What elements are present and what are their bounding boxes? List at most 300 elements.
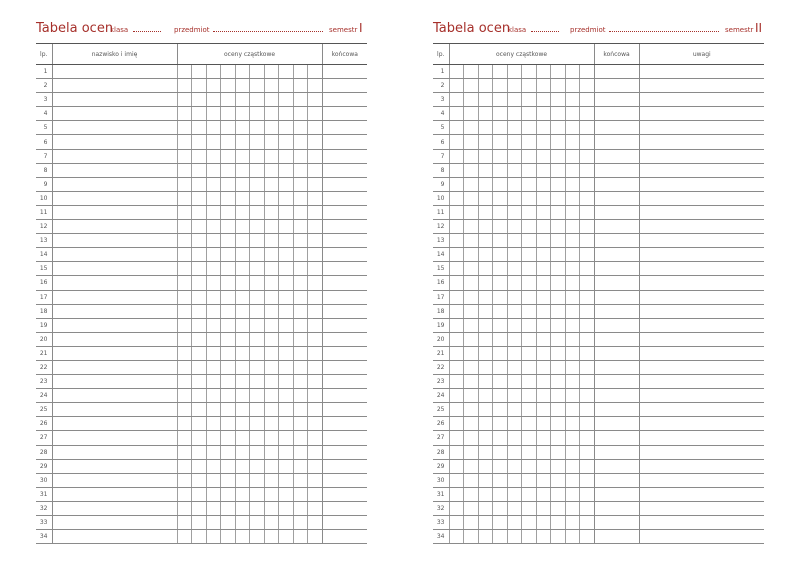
right-final-cell[interactable] — [594, 163, 639, 177]
right-grade-cell[interactable] — [580, 79, 595, 93]
left-grade-cell[interactable] — [308, 163, 323, 177]
right-grade-cell[interactable] — [507, 304, 522, 318]
right-grade-cell[interactable] — [551, 276, 566, 290]
left-grade-cell[interactable] — [250, 191, 265, 205]
left-grade-cell[interactable] — [279, 417, 294, 431]
left-final-cell[interactable] — [322, 107, 367, 121]
left-grade-cell[interactable] — [250, 318, 265, 332]
right-grade-cell[interactable] — [565, 79, 580, 93]
right-final-cell[interactable] — [594, 459, 639, 473]
left-grade-cell[interactable] — [221, 220, 236, 234]
right-grade-cell[interactable] — [536, 459, 551, 473]
right-grade-cell[interactable] — [551, 530, 566, 544]
left-grade-cell[interactable] — [293, 459, 308, 473]
right-grade-cell[interactable] — [536, 417, 551, 431]
left-grade-cell[interactable] — [279, 234, 294, 248]
right-notes-cell[interactable] — [639, 65, 764, 79]
left-grade-cell[interactable] — [264, 262, 279, 276]
left-grade-cell[interactable] — [192, 121, 207, 135]
left-grade-cell[interactable] — [293, 417, 308, 431]
left-grade-cell[interactable] — [279, 501, 294, 515]
left-grade-cell[interactable] — [293, 262, 308, 276]
right-grade-cell[interactable] — [478, 248, 493, 262]
right-grade-cell[interactable] — [507, 290, 522, 304]
left-grade-cell[interactable] — [279, 135, 294, 149]
left-final-cell[interactable] — [322, 516, 367, 530]
left-name-cell[interactable] — [52, 248, 177, 262]
left-name-cell[interactable] — [52, 135, 177, 149]
right-final-cell[interactable] — [594, 375, 639, 389]
left-final-cell[interactable] — [322, 473, 367, 487]
left-grade-cell[interactable] — [177, 304, 192, 318]
left-grade-cell[interactable] — [221, 205, 236, 219]
right-grade-cell[interactable] — [551, 163, 566, 177]
right-grade-cell[interactable] — [551, 191, 566, 205]
left-grade-cell[interactable] — [206, 389, 221, 403]
left-grade-cell[interactable] — [308, 304, 323, 318]
right-grade-cell[interactable] — [565, 93, 580, 107]
right-grade-cell[interactable] — [464, 107, 479, 121]
left-name-cell[interactable] — [52, 107, 177, 121]
left-final-cell[interactable] — [322, 149, 367, 163]
right-grade-cell[interactable] — [507, 516, 522, 530]
right-grade-cell[interactable] — [536, 121, 551, 135]
left-grade-cell[interactable] — [235, 501, 250, 515]
left-grade-cell[interactable] — [177, 516, 192, 530]
left-grade-cell[interactable] — [206, 360, 221, 374]
right-grade-cell[interactable] — [478, 121, 493, 135]
left-grade-cell[interactable] — [250, 248, 265, 262]
left-grade-cell[interactable] — [264, 149, 279, 163]
right-final-cell[interactable] — [594, 346, 639, 360]
left-grade-cell[interactable] — [221, 346, 236, 360]
left-grade-cell[interactable] — [264, 417, 279, 431]
right-grade-cell[interactable] — [493, 318, 508, 332]
left-grade-cell[interactable] — [279, 431, 294, 445]
right-grade-cell[interactable] — [565, 163, 580, 177]
left-grade-cell[interactable] — [264, 79, 279, 93]
left-grade-cell[interactable] — [221, 375, 236, 389]
right-final-cell[interactable] — [594, 191, 639, 205]
left-name-cell[interactable] — [52, 220, 177, 234]
right-grade-cell[interactable] — [565, 220, 580, 234]
left-grade-cell[interactable] — [221, 79, 236, 93]
right-grade-cell[interactable] — [478, 290, 493, 304]
left-grade-cell[interactable] — [308, 177, 323, 191]
right-grade-cell[interactable] — [580, 403, 595, 417]
right-grade-cell[interactable] — [536, 403, 551, 417]
left-grade-cell[interactable] — [177, 530, 192, 544]
right-grade-cell[interactable] — [478, 375, 493, 389]
right-grade-cell[interactable] — [522, 93, 537, 107]
right-grade-cell[interactable] — [551, 107, 566, 121]
right-grade-cell[interactable] — [580, 276, 595, 290]
right-grade-cell[interactable] — [565, 248, 580, 262]
left-grade-cell[interactable] — [177, 121, 192, 135]
left-grade-cell[interactable] — [250, 431, 265, 445]
left-grade-cell[interactable] — [308, 431, 323, 445]
right-grade-cell[interactable] — [507, 431, 522, 445]
left-grade-cell[interactable] — [221, 121, 236, 135]
right-grade-cell[interactable] — [478, 459, 493, 473]
left-name-cell[interactable] — [52, 459, 177, 473]
right-grade-cell[interactable] — [478, 93, 493, 107]
left-grade-cell[interactable] — [250, 516, 265, 530]
right-grade-cell[interactable] — [536, 290, 551, 304]
left-grade-cell[interactable] — [235, 360, 250, 374]
left-grade-cell[interactable] — [293, 205, 308, 219]
right-notes-cell[interactable] — [639, 276, 764, 290]
right-grade-cell[interactable] — [449, 121, 464, 135]
right-grade-cell[interactable] — [522, 375, 537, 389]
left-grade-cell[interactable] — [221, 516, 236, 530]
right-grade-cell[interactable] — [464, 360, 479, 374]
right-final-cell[interactable] — [594, 487, 639, 501]
left-grade-cell[interactable] — [279, 248, 294, 262]
left-final-cell[interactable] — [322, 290, 367, 304]
left-grade-cell[interactable] — [206, 445, 221, 459]
right-grade-cell[interactable] — [507, 375, 522, 389]
right-grade-cell[interactable] — [478, 234, 493, 248]
right-grade-cell[interactable] — [478, 473, 493, 487]
right-grade-cell[interactable] — [449, 501, 464, 515]
right-grade-cell[interactable] — [565, 290, 580, 304]
left-grade-cell[interactable] — [177, 332, 192, 346]
left-name-cell[interactable] — [52, 191, 177, 205]
right-final-cell[interactable] — [594, 332, 639, 346]
right-grade-cell[interactable] — [493, 107, 508, 121]
left-grade-cell[interactable] — [192, 248, 207, 262]
left-grade-cell[interactable] — [293, 220, 308, 234]
right-final-cell[interactable] — [594, 403, 639, 417]
left-grade-cell[interactable] — [308, 135, 323, 149]
right-notes-cell[interactable] — [639, 163, 764, 177]
left-name-cell[interactable] — [52, 473, 177, 487]
right-grade-cell[interactable] — [536, 93, 551, 107]
right-grade-cell[interactable] — [536, 248, 551, 262]
left-grade-cell[interactable] — [308, 403, 323, 417]
left-grade-cell[interactable] — [279, 149, 294, 163]
right-grade-cell[interactable] — [522, 346, 537, 360]
left-grade-cell[interactable] — [192, 191, 207, 205]
right-grade-cell[interactable] — [580, 121, 595, 135]
right-grade-cell[interactable] — [565, 389, 580, 403]
left-final-cell[interactable] — [322, 262, 367, 276]
right-grade-cell[interactable] — [464, 121, 479, 135]
left-name-cell[interactable] — [52, 487, 177, 501]
left-grade-cell[interactable] — [250, 220, 265, 234]
left-grade-cell[interactable] — [293, 487, 308, 501]
right-grade-cell[interactable] — [507, 332, 522, 346]
left-grade-cell[interactable] — [192, 290, 207, 304]
left-grade-cell[interactable] — [293, 121, 308, 135]
right-grade-cell[interactable] — [522, 177, 537, 191]
left-final-cell[interactable] — [322, 121, 367, 135]
right-final-cell[interactable] — [594, 417, 639, 431]
right-grade-cell[interactable] — [522, 262, 537, 276]
right-grade-cell[interactable] — [536, 205, 551, 219]
right-grade-cell[interactable] — [580, 360, 595, 374]
right-grade-cell[interactable] — [551, 234, 566, 248]
right-grade-cell[interactable] — [478, 177, 493, 191]
left-name-cell[interactable] — [52, 332, 177, 346]
right-grade-cell[interactable] — [580, 487, 595, 501]
left-name-cell[interactable] — [52, 79, 177, 93]
left-name-cell[interactable] — [52, 445, 177, 459]
left-grade-cell[interactable] — [235, 346, 250, 360]
left-grade-cell[interactable] — [192, 93, 207, 107]
left-grade-cell[interactable] — [192, 163, 207, 177]
left-grade-cell[interactable] — [221, 332, 236, 346]
right-grade-cell[interactable] — [565, 234, 580, 248]
left-final-cell[interactable] — [322, 248, 367, 262]
right-grade-cell[interactable] — [507, 501, 522, 515]
left-final-cell[interactable] — [322, 389, 367, 403]
right-grade-cell[interactable] — [580, 318, 595, 332]
left-grade-cell[interactable] — [264, 191, 279, 205]
right-grade-cell[interactable] — [478, 501, 493, 515]
right-grade-cell[interactable] — [478, 163, 493, 177]
left-grade-cell[interactable] — [192, 135, 207, 149]
right-grade-cell[interactable] — [449, 205, 464, 219]
left-grade-cell[interactable] — [308, 501, 323, 515]
right-grade-cell[interactable] — [522, 403, 537, 417]
right-notes-cell[interactable] — [639, 403, 764, 417]
left-grade-cell[interactable] — [308, 65, 323, 79]
right-grade-cell[interactable] — [522, 459, 537, 473]
right-grade-cell[interactable] — [449, 304, 464, 318]
right-grade-cell[interactable] — [565, 107, 580, 121]
right-grade-cell[interactable] — [522, 516, 537, 530]
left-grade-cell[interactable] — [308, 276, 323, 290]
right-grade-cell[interactable] — [522, 163, 537, 177]
left-grade-cell[interactable] — [235, 276, 250, 290]
right-grade-cell[interactable] — [536, 346, 551, 360]
right-grade-cell[interactable] — [507, 234, 522, 248]
left-name-cell[interactable] — [52, 262, 177, 276]
left-final-cell[interactable] — [322, 318, 367, 332]
left-grade-cell[interactable] — [206, 79, 221, 93]
right-final-cell[interactable] — [594, 107, 639, 121]
right-grade-cell[interactable] — [536, 530, 551, 544]
right-grade-cell[interactable] — [551, 65, 566, 79]
right-grade-cell[interactable] — [522, 79, 537, 93]
left-grade-cell[interactable] — [221, 487, 236, 501]
left-grade-cell[interactable] — [264, 346, 279, 360]
left-grade-cell[interactable] — [308, 248, 323, 262]
right-notes-cell[interactable] — [639, 290, 764, 304]
left-grade-cell[interactable] — [192, 501, 207, 515]
right-grade-cell[interactable] — [493, 65, 508, 79]
left-grade-cell[interactable] — [235, 177, 250, 191]
right-grade-cell[interactable] — [464, 389, 479, 403]
right-grade-cell[interactable] — [478, 445, 493, 459]
right-grade-cell[interactable] — [449, 107, 464, 121]
right-grade-cell[interactable] — [449, 375, 464, 389]
left-grade-cell[interactable] — [308, 417, 323, 431]
left-grade-cell[interactable] — [250, 332, 265, 346]
left-grade-cell[interactable] — [221, 262, 236, 276]
left-grade-cell[interactable] — [206, 276, 221, 290]
right-grade-cell[interactable] — [478, 276, 493, 290]
right-grade-cell[interactable] — [507, 445, 522, 459]
right-grade-cell[interactable] — [536, 473, 551, 487]
right-grade-cell[interactable] — [551, 248, 566, 262]
right-grade-cell[interactable] — [449, 93, 464, 107]
left-grade-cell[interactable] — [264, 516, 279, 530]
right-grade-cell[interactable] — [565, 135, 580, 149]
right-grade-cell[interactable] — [464, 445, 479, 459]
left-grade-cell[interactable] — [192, 459, 207, 473]
right-grade-cell[interactable] — [551, 375, 566, 389]
left-grade-cell[interactable] — [192, 79, 207, 93]
left-grade-cell[interactable] — [264, 248, 279, 262]
left-grade-cell[interactable] — [192, 417, 207, 431]
right-grade-cell[interactable] — [493, 276, 508, 290]
left-final-cell[interactable] — [322, 65, 367, 79]
right-grade-cell[interactable] — [522, 318, 537, 332]
left-grade-cell[interactable] — [235, 121, 250, 135]
right-grade-cell[interactable] — [551, 205, 566, 219]
left-grade-cell[interactable] — [235, 163, 250, 177]
right-final-cell[interactable] — [594, 473, 639, 487]
right-grade-cell[interactable] — [464, 304, 479, 318]
left-grade-cell[interactable] — [177, 360, 192, 374]
left-grade-cell[interactable] — [235, 516, 250, 530]
left-grade-cell[interactable] — [235, 262, 250, 276]
right-grade-cell[interactable] — [449, 445, 464, 459]
right-grade-cell[interactable] — [565, 276, 580, 290]
left-final-cell[interactable] — [322, 220, 367, 234]
left-grade-cell[interactable] — [308, 220, 323, 234]
right-notes-cell[interactable] — [639, 459, 764, 473]
left-grade-cell[interactable] — [250, 93, 265, 107]
right-grade-cell[interactable] — [464, 332, 479, 346]
right-grade-cell[interactable] — [464, 135, 479, 149]
right-notes-cell[interactable] — [639, 93, 764, 107]
left-grade-cell[interactable] — [264, 389, 279, 403]
right-grade-cell[interactable] — [449, 191, 464, 205]
left-grade-cell[interactable] — [293, 177, 308, 191]
left-grade-cell[interactable] — [206, 135, 221, 149]
right-grade-cell[interactable] — [449, 163, 464, 177]
left-grade-cell[interactable] — [279, 79, 294, 93]
right-grade-cell[interactable] — [493, 121, 508, 135]
left-grade-cell[interactable] — [235, 487, 250, 501]
right-notes-cell[interactable] — [639, 332, 764, 346]
right-grade-cell[interactable] — [536, 220, 551, 234]
left-grade-cell[interactable] — [192, 220, 207, 234]
right-grade-cell[interactable] — [522, 276, 537, 290]
left-grade-cell[interactable] — [235, 332, 250, 346]
left-name-cell[interactable] — [52, 304, 177, 318]
left-grade-cell[interactable] — [264, 121, 279, 135]
right-grade-cell[interactable] — [493, 459, 508, 473]
left-grade-cell[interactable] — [177, 135, 192, 149]
left-grade-cell[interactable] — [235, 403, 250, 417]
right-grade-cell[interactable] — [580, 163, 595, 177]
left-grade-cell[interactable] — [177, 389, 192, 403]
right-grade-cell[interactable] — [565, 431, 580, 445]
right-grade-cell[interactable] — [478, 135, 493, 149]
left-grade-cell[interactable] — [221, 304, 236, 318]
left-name-cell[interactable] — [52, 65, 177, 79]
left-grade-cell[interactable] — [250, 205, 265, 219]
right-grade-cell[interactable] — [464, 262, 479, 276]
left-grade-cell[interactable] — [264, 93, 279, 107]
right-notes-cell[interactable] — [639, 234, 764, 248]
left-grade-cell[interactable] — [221, 290, 236, 304]
left-grade-cell[interactable] — [235, 290, 250, 304]
right-grade-cell[interactable] — [580, 248, 595, 262]
right-grade-cell[interactable] — [580, 417, 595, 431]
right-grade-cell[interactable] — [478, 332, 493, 346]
left-grade-cell[interactable] — [308, 360, 323, 374]
right-grade-cell[interactable] — [493, 163, 508, 177]
left-final-cell[interactable] — [322, 276, 367, 290]
left-grade-cell[interactable] — [235, 135, 250, 149]
right-grade-cell[interactable] — [580, 530, 595, 544]
left-grade-cell[interactable] — [279, 360, 294, 374]
right-grade-cell[interactable] — [580, 205, 595, 219]
left-grade-cell[interactable] — [308, 487, 323, 501]
left-grade-cell[interactable] — [206, 530, 221, 544]
left-grade-cell[interactable] — [192, 530, 207, 544]
left-grade-cell[interactable] — [250, 403, 265, 417]
right-grade-cell[interactable] — [507, 205, 522, 219]
left-grade-cell[interactable] — [235, 93, 250, 107]
left-grade-cell[interactable] — [206, 248, 221, 262]
right-grade-cell[interactable] — [580, 332, 595, 346]
left-grade-cell[interactable] — [279, 121, 294, 135]
right-final-cell[interactable] — [594, 248, 639, 262]
left-grade-cell[interactable] — [264, 220, 279, 234]
left-grade-cell[interactable] — [264, 65, 279, 79]
left-grade-cell[interactable] — [192, 318, 207, 332]
right-grade-cell[interactable] — [493, 205, 508, 219]
right-grade-cell[interactable] — [551, 459, 566, 473]
right-grade-cell[interactable] — [493, 431, 508, 445]
right-grade-cell[interactable] — [507, 346, 522, 360]
right-grade-cell[interactable] — [507, 163, 522, 177]
right-grade-cell[interactable] — [536, 276, 551, 290]
left-grade-cell[interactable] — [308, 473, 323, 487]
right-notes-cell[interactable] — [639, 107, 764, 121]
left-grade-cell[interactable] — [206, 65, 221, 79]
right-grade-cell[interactable] — [536, 149, 551, 163]
right-grade-cell[interactable] — [536, 135, 551, 149]
left-grade-cell[interactable] — [192, 234, 207, 248]
right-grade-cell[interactable] — [507, 107, 522, 121]
left-grade-cell[interactable] — [206, 107, 221, 121]
left-final-cell[interactable] — [322, 346, 367, 360]
left-grade-cell[interactable] — [206, 431, 221, 445]
right-grade-cell[interactable] — [536, 375, 551, 389]
left-grade-cell[interactable] — [293, 135, 308, 149]
left-grade-cell[interactable] — [279, 375, 294, 389]
left-grade-cell[interactable] — [279, 191, 294, 205]
right-grade-cell[interactable] — [522, 191, 537, 205]
right-grade-cell[interactable] — [464, 431, 479, 445]
left-grade-cell[interactable] — [177, 403, 192, 417]
right-grade-cell[interactable] — [580, 445, 595, 459]
right-grade-cell[interactable] — [536, 389, 551, 403]
left-grade-cell[interactable] — [221, 445, 236, 459]
left-grade-cell[interactable] — [293, 473, 308, 487]
right-grade-cell[interactable] — [464, 93, 479, 107]
left-przedmiot-field[interactable] — [213, 31, 323, 32]
left-grade-cell[interactable] — [279, 262, 294, 276]
